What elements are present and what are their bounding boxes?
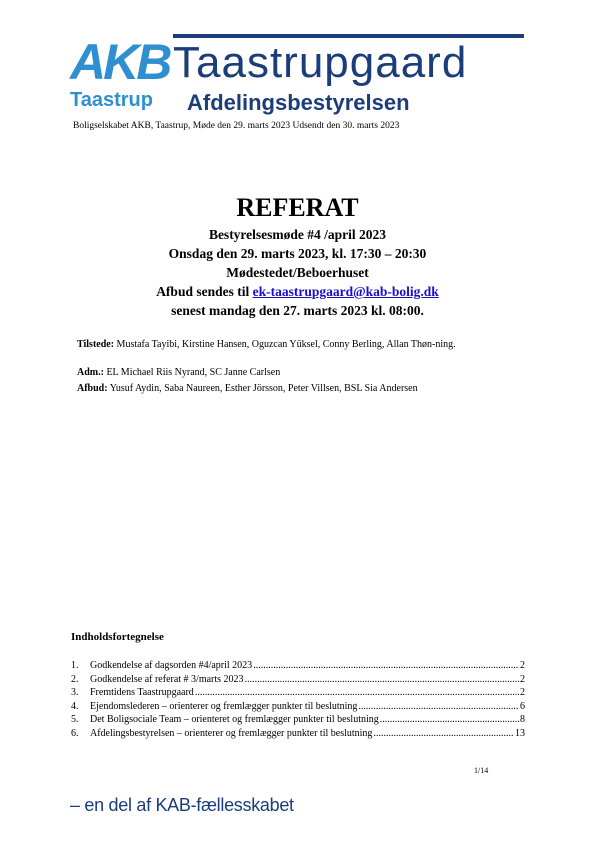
absence-notice-text: Afbud sendes til (156, 284, 253, 299)
meeting-time: Onsdag den 29. marts 2023, kl. 17:30 – 20:30 (168, 246, 427, 261)
toc-item[interactable] (71, 674, 525, 688)
toc-item-text: Det Boligsociale Team – orienteret og fremlægger punkter til beslutning (90, 714, 379, 725)
toc-heading: Indholdsfortegnelse (71, 631, 164, 643)
absent-names: Yusuf Aydin, Saba Naureen, Esther Jörsson, Peter Villsen, BSL Sia Andersen (107, 383, 418, 394)
email-link[interactable]: ek-taastrupgaard@kab-bolig.dk (252, 284, 439, 299)
present-names: Mustafa Tayibi, Kirstine Hansen, Oguzcan Yüksel, Conny Berling, Allan Thøn-ning. (114, 339, 456, 350)
toc-leader (245, 674, 519, 685)
document-title: REFERAT (236, 193, 359, 222)
toc-item-page: 2 (520, 673, 525, 685)
toc-item-text: Godkendelse af dagsorden #4/april 2023 (90, 660, 253, 671)
toc-item-number: 1. (71, 660, 79, 671)
akb-logo-subtitle: Taastrup (70, 89, 153, 111)
adm-label: Adm.: (77, 367, 104, 378)
table-of-contents (71, 660, 525, 741)
toc-item-page: 6 (520, 700, 525, 712)
toc-leader (380, 714, 519, 725)
footer-tagline: – en del af KAB-fællesskabet (70, 795, 294, 815)
attendance-adm (77, 366, 517, 380)
logo-title: Taastrupgaard (173, 38, 468, 87)
logo-subtitle: Afdelingsbestyrelsen (187, 90, 410, 115)
akb-logo-text: AKB (70, 34, 170, 90)
header-logo (70, 30, 530, 120)
attendance-present (77, 338, 517, 352)
document-meta: Boligselskabet AKB, Taastrup, Møde den 29. marts 2023 Udsendt den 30. marts 2023 (73, 121, 400, 131)
toc-item-number: 3. (71, 687, 79, 698)
toc-item-page: 2 (520, 687, 525, 698)
toc-item-page: 13 (515, 727, 525, 739)
toc-item-text: Ejendomslederen – orienterer og fremlægger punkter til beslutning (90, 700, 358, 712)
toc-item-number: 4. (71, 700, 79, 712)
toc-leader (358, 701, 519, 712)
toc-item-text: Afdelingsbestyrelsen – orienterer og fremlægger punkter til beslutning (90, 727, 373, 739)
adm-names: EL Michael Riis Nyrand, SC Janne Carlsen (103, 367, 281, 378)
absence-deadline: senest mandag den 27. marts 2023 kl. 08:00. (171, 303, 424, 318)
toc-leader (195, 687, 519, 698)
meeting-name: Bestyrelsesmøde #4 /april 2023 (208, 227, 387, 242)
toc-leader (373, 728, 514, 739)
absent-label: Afbud: (77, 383, 108, 394)
meeting-place: Mødestedet/Beboerhuset (226, 265, 369, 280)
toc-item-number: 5. (71, 714, 79, 725)
absence-notice (0, 284, 595, 300)
toc-item-text: Fremtidens Taastrupgaard (90, 687, 194, 698)
present-label: Tilstede: (77, 339, 115, 350)
toc-item[interactable] (71, 660, 525, 674)
toc-item-number: 6. (71, 727, 79, 739)
toc-item-text: Godkendelse af referat # 3/marts 2023 (90, 673, 244, 685)
toc-item[interactable] (71, 714, 525, 728)
toc-item-page: 2 (520, 660, 525, 671)
toc-leader (253, 660, 519, 671)
toc-item-page: 8 (520, 714, 525, 725)
page-number: 1/14 (474, 766, 489, 775)
toc-item[interactable] (71, 687, 525, 701)
toc-item[interactable] (71, 701, 525, 715)
toc-item[interactable] (71, 728, 525, 742)
toc-item-number: 2. (71, 673, 79, 685)
attendance-absent (77, 382, 517, 396)
